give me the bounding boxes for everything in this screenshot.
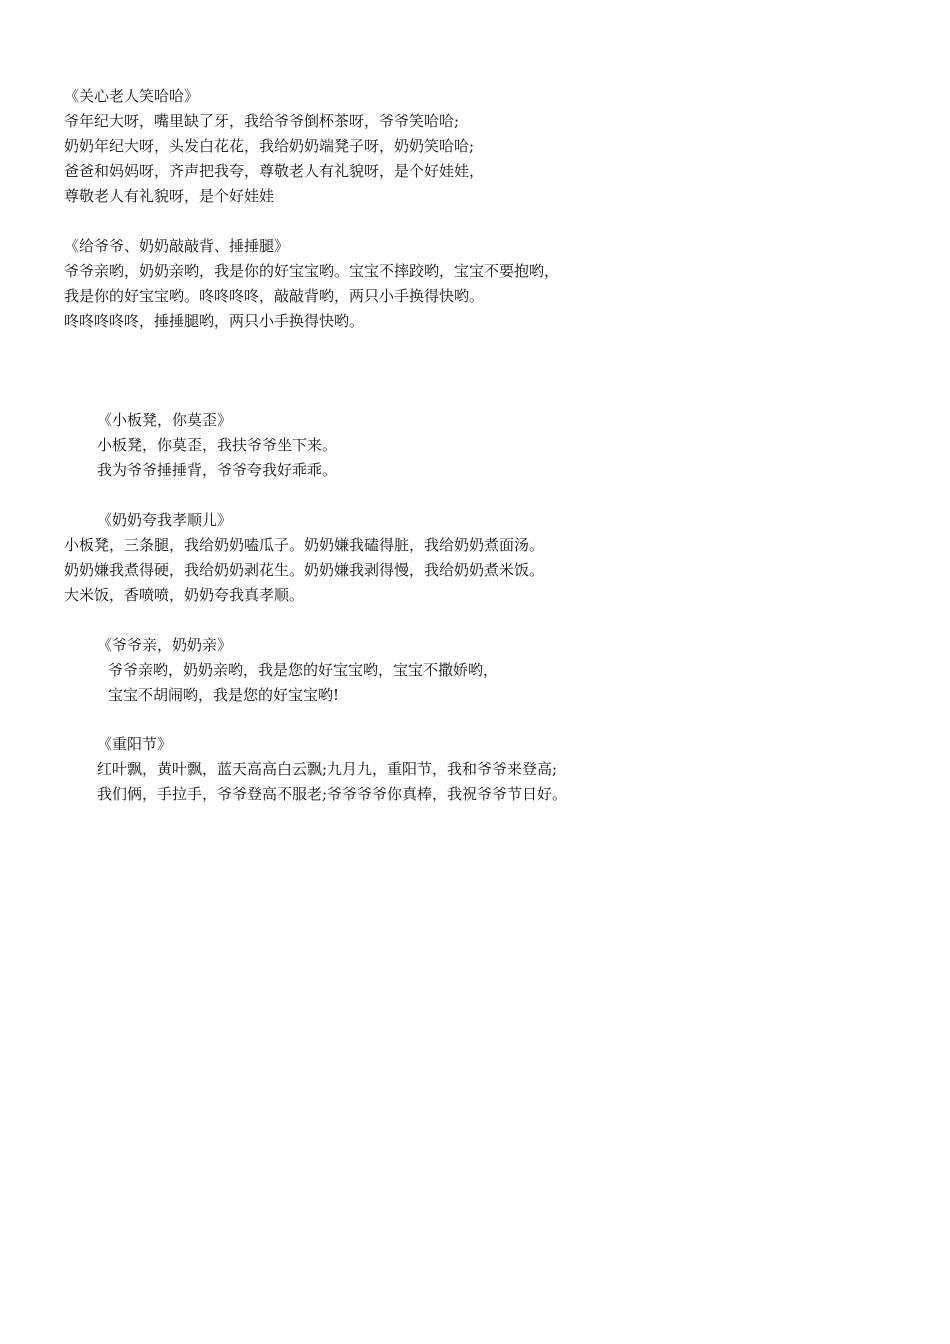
poem-line: 爷爷亲哟，奶奶亲哟，我是您的好宝宝哟，宝宝不撒娇哟， — [108, 661, 499, 679]
poem-title: 《关心老人笑哈哈》 — [64, 87, 200, 105]
poem-line: 爷爷亲哟，奶奶亲哟，我是你的好宝宝哟。宝宝不摔跤哟，宝宝不要抱哟， — [64, 262, 560, 280]
poem-title: 《奶奶夸我孝顺儿》 — [97, 511, 233, 529]
poem-line: 奶奶嫌我煮得硬，我给奶奶剥花生。奶奶嫌我剥得慢，我给奶奶煮米饭。 — [64, 561, 545, 579]
poem-line: 我们俩，手拉手，爷爷登高不服老;爷爷爷爷你真棒，我祝爷爷节日好。 — [97, 785, 568, 803]
poem-title: 《爷爷亲，奶奶亲》 — [97, 636, 233, 654]
poem-line: 尊敬老人有礼貌呀，是个好娃娃 — [64, 187, 275, 205]
poem-title: 《重阳节》 — [97, 735, 173, 753]
poem-line: 我为爷爷捶捶背，爷爷夸我好乖乖。 — [97, 461, 338, 479]
poem-line: 宝宝不胡闹哟，我是您的好宝宝哟! — [108, 686, 340, 704]
poem-line: 小板凳，你莫歪，我扶爷爷坐下来。 — [97, 436, 338, 454]
poem-line: 爷年纪大呀，嘴里缺了牙，我给爷爷倒杯茶呀，爷爷笑哈哈; — [64, 112, 460, 130]
poem-line: 咚咚咚咚咚，捶捶腿哟，两只小手换得快哟。 — [64, 312, 365, 330]
poem-line: 我是你的好宝宝哟。咚咚咚咚，敲敲背哟，两只小手换得快哟。 — [64, 287, 485, 305]
poem-line: 大米饭，香喷喷，奶奶夸我真孝顺。 — [64, 586, 305, 604]
poem-line: 小板凳，三条腿，我给奶奶嗑瓜子。奶奶嫌我磕得脏，我给奶奶煮面汤。 — [64, 536, 545, 554]
poem-line: 红叶飘，黄叶飘，蓝天高高白云飘;九月九，重阳节，我和爷爷来登高; — [97, 760, 558, 778]
poem-line: 奶奶年纪大呀，头发白花花，我给奶奶端凳子呀，奶奶笑哈哈; — [64, 137, 475, 155]
poem-title: 《小板凳，你莫歪》 — [97, 411, 233, 429]
poem-title: 《给爷爷、奶奶敲敲背、捶捶腿》 — [64, 237, 290, 255]
poem-line: 爸爸和妈妈呀，齐声把我夸，尊敬老人有礼貌呀，是个好娃娃， — [64, 162, 485, 180]
